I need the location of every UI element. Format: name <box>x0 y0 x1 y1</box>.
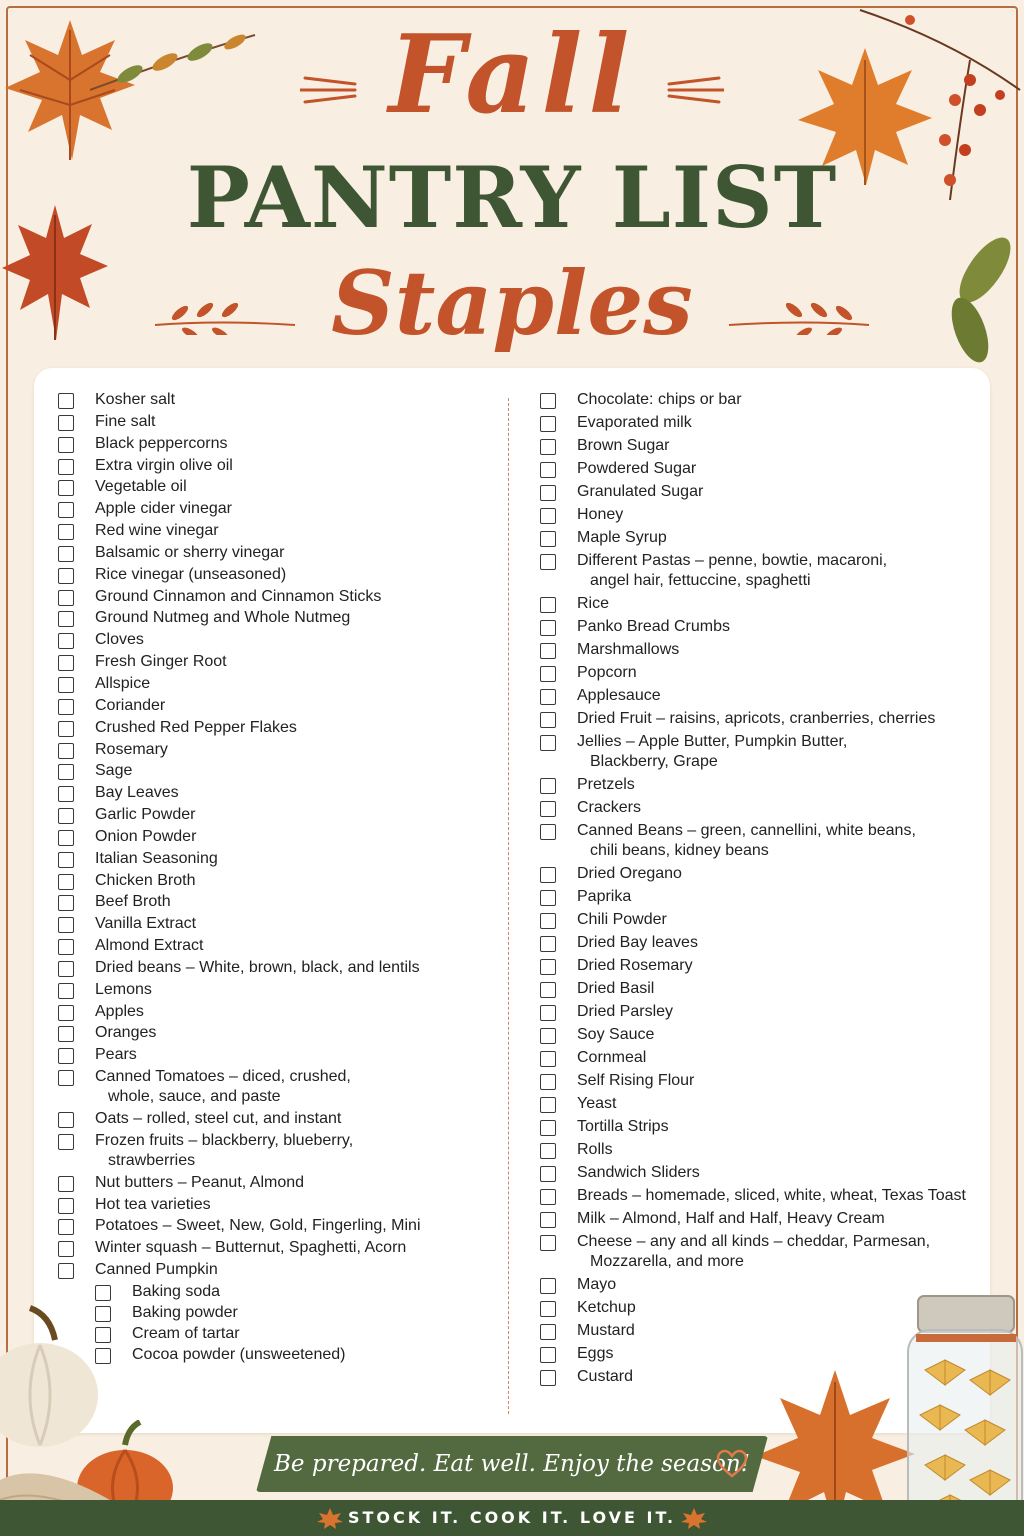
checkbox-icon[interactable] <box>58 1026 74 1042</box>
checklist-item-label: Breads – homemade, sliced, white, wheat, Texas Toast <box>577 1187 966 1204</box>
checkbox-icon[interactable] <box>540 531 556 547</box>
checklist-item[interactable] <box>540 1071 980 1091</box>
checklist-item-label: Baking soda <box>132 1282 221 1300</box>
checklist-item-label-continued: chili beans, kidney beans <box>590 842 769 859</box>
checklist-item-label: Chocolate: chips or bar <box>577 391 742 408</box>
title-flourish-right <box>664 70 724 110</box>
checkbox-icon[interactable] <box>540 689 556 705</box>
checkbox-icon[interactable] <box>58 699 74 715</box>
checklist-item[interactable] <box>58 761 498 781</box>
checkbox-icon[interactable] <box>540 936 556 952</box>
checklist-item[interactable] <box>58 1216 498 1236</box>
checklist-item-label: Apples <box>95 1002 144 1020</box>
checklist-item-label: Fresh Ginger Root <box>95 653 227 671</box>
checkbox-icon[interactable] <box>58 524 74 540</box>
checklist-item[interactable] <box>95 1324 498 1344</box>
checkbox-icon[interactable] <box>58 874 74 890</box>
checkbox-icon[interactable] <box>58 917 74 933</box>
checklist-item[interactable] <box>58 740 498 760</box>
checklist-item-label-continued: Mozzarella, and more <box>590 1253 744 1270</box>
checklist-item-label: Dried Parsley <box>577 1003 674 1020</box>
checkbox-icon[interactable] <box>58 743 74 759</box>
checklist-item-label: Frozen fruits – blackberry, blueberry, <box>95 1131 354 1149</box>
checklist-item[interactable] <box>540 663 980 683</box>
checklist-item[interactable] <box>58 499 498 519</box>
checklist-item[interactable] <box>540 798 980 818</box>
checklist-item-label: Coriander <box>95 696 166 714</box>
checkbox-icon[interactable] <box>58 1005 74 1021</box>
checkbox-icon[interactable] <box>540 1278 556 1294</box>
checkbox-icon[interactable] <box>540 982 556 998</box>
checklist-item-label: Almond Extract <box>95 937 204 955</box>
checkbox-icon[interactable] <box>58 502 74 518</box>
checkbox-icon[interactable] <box>58 415 74 431</box>
checklist-item-label: Garlic Powder <box>95 806 196 824</box>
checklist-item-label: Mayo <box>577 1276 617 1293</box>
checklist-item[interactable] <box>58 936 498 956</box>
heart-icon <box>716 1449 748 1479</box>
checkbox-icon[interactable] <box>58 1219 74 1235</box>
checkbox-icon[interactable] <box>58 895 74 911</box>
checkbox-icon[interactable] <box>58 568 74 584</box>
pasta-jar-icon <box>900 1290 1024 1530</box>
checklist-item-label: Pears <box>95 1046 137 1064</box>
checklist-item-label: Onion Powder <box>95 827 197 845</box>
checklist-item-label: Custard <box>577 1368 634 1385</box>
checklist-item[interactable] <box>58 543 498 563</box>
checklist-item[interactable] <box>58 1045 498 1065</box>
checkbox-icon[interactable] <box>540 1005 556 1021</box>
checklist-item[interactable] <box>540 640 980 660</box>
checkbox-icon[interactable] <box>540 1166 556 1182</box>
right-column <box>540 390 980 1390</box>
checklist-item[interactable] <box>540 390 980 410</box>
checkbox-icon[interactable] <box>540 416 556 432</box>
checklist-item-label: Chili Powder <box>577 911 667 928</box>
checklist-item[interactable] <box>58 608 498 628</box>
checklist-item-label: Italian Seasoning <box>95 849 218 867</box>
checkbox-icon[interactable] <box>58 459 74 475</box>
checkbox-icon[interactable] <box>58 1070 74 1086</box>
checkbox-icon[interactable] <box>540 462 556 478</box>
checklist-item[interactable] <box>540 1186 980 1206</box>
checklist-item-label: Applesauce <box>577 687 661 704</box>
checkbox-icon[interactable] <box>58 808 74 824</box>
checkbox-icon[interactable] <box>540 643 556 659</box>
checklist-item-label: Baking powder <box>132 1304 238 1322</box>
checklist-item-label: Sandwich Sliders <box>577 1164 700 1181</box>
checklist-item[interactable] <box>540 887 980 907</box>
checklist-item-label: Tortilla Strips <box>577 1118 669 1135</box>
checklist-item[interactable] <box>540 821 980 861</box>
checklist-item-label: Rosemary <box>95 740 168 758</box>
checkbox-icon[interactable] <box>58 721 74 737</box>
checkbox-icon[interactable] <box>58 590 74 606</box>
checklist-item[interactable] <box>58 1002 498 1022</box>
checklist-item[interactable] <box>58 1260 498 1280</box>
checkbox-icon[interactable] <box>58 764 74 780</box>
checklist-item[interactable] <box>540 436 980 456</box>
checklist-item[interactable] <box>58 390 498 410</box>
checklist-item[interactable] <box>540 775 980 795</box>
checkbox-icon[interactable] <box>58 655 74 671</box>
checklist-item-label: Dried Rosemary <box>577 957 693 974</box>
checklist-item-label: Black peppercorns <box>95 434 228 452</box>
checkbox-icon[interactable] <box>58 983 74 999</box>
checklist-item[interactable] <box>540 864 980 884</box>
checkbox-icon[interactable] <box>540 1097 556 1113</box>
checklist-item[interactable] <box>58 630 498 650</box>
checklist-item[interactable] <box>540 686 980 706</box>
checklist-item-label: Cream of tartar <box>132 1325 240 1343</box>
checkbox-icon[interactable] <box>540 1235 556 1251</box>
checklist-item[interactable] <box>58 805 498 825</box>
checklist-item-label: Extra virgin olive oil <box>95 456 233 474</box>
checklist-item[interactable] <box>58 456 498 476</box>
checklist-item-label: Canned Pumpkin <box>95 1261 218 1279</box>
checklist-item[interactable] <box>58 1195 498 1215</box>
checklist-item[interactable] <box>540 551 980 591</box>
checklist-item[interactable] <box>58 1131 498 1171</box>
checklist-item-label: Crackers <box>577 799 642 816</box>
checkbox-icon[interactable] <box>540 1120 556 1136</box>
checkbox-icon[interactable] <box>540 1028 556 1044</box>
checkbox-icon[interactable] <box>540 554 556 570</box>
checklist-item[interactable] <box>58 587 498 607</box>
checklist-item-label: Dried Fruit – raisins, apricots, cranberries, cherries <box>577 710 936 727</box>
checklist-item[interactable] <box>540 1002 980 1022</box>
checklist-item[interactable] <box>540 1209 980 1229</box>
checklist-item-label: Ketchup <box>577 1299 636 1316</box>
checklist-item-label: Rolls <box>577 1141 613 1158</box>
checklist-item[interactable] <box>58 521 498 541</box>
checklist-item[interactable] <box>540 732 980 772</box>
checklist-item-label: Beef Broth <box>95 893 171 911</box>
checklist-item[interactable] <box>58 827 498 847</box>
checklist-item[interactable] <box>58 565 498 585</box>
checklist-item[interactable] <box>58 783 498 803</box>
checklist-item-label: Evaporated milk <box>577 414 692 431</box>
column-divider <box>508 398 509 1414</box>
checklist-item[interactable] <box>58 1023 498 1043</box>
checkbox-icon[interactable] <box>540 393 556 409</box>
checklist-item-label-continued: strawberries <box>108 1151 196 1169</box>
checklist-item[interactable] <box>58 652 498 672</box>
checklist-item-label: Ground Nutmeg and Whole Nutmeg <box>95 609 351 627</box>
checklist-item-label: Brown Sugar <box>577 437 670 454</box>
checkbox-icon[interactable] <box>540 824 556 840</box>
checklist-item[interactable] <box>540 933 980 953</box>
checklist-item-label: Hot tea varieties <box>95 1195 211 1213</box>
checklist-item-label: Honey <box>577 506 624 523</box>
checkbox-icon[interactable] <box>58 1048 74 1064</box>
checklist-item-label: Pretzels <box>577 776 635 793</box>
checklist-item-label: Oats – rolled, steel cut, and instant <box>95 1110 342 1127</box>
checklist-item[interactable] <box>58 1067 498 1107</box>
checklist-item-label: Marshmallows <box>577 641 680 658</box>
checklist-item[interactable] <box>540 1094 980 1114</box>
checklist-item-label: Yeast <box>577 1095 617 1112</box>
checkbox-icon[interactable] <box>58 633 74 649</box>
checkbox-icon[interactable] <box>540 620 556 636</box>
checkbox-icon[interactable] <box>58 1263 74 1279</box>
checkbox-icon[interactable] <box>540 890 556 906</box>
checkbox-icon[interactable] <box>58 961 74 977</box>
checklist-item-label: Paprika <box>577 888 632 905</box>
checklist-item-label: Dried Basil <box>577 980 655 997</box>
checklist-item[interactable] <box>58 412 498 432</box>
checklist-item-label: Cloves <box>95 631 144 649</box>
checklist-item-label: Rice vinegar (unseasoned) <box>95 565 287 583</box>
checkbox-icon[interactable] <box>58 1112 74 1128</box>
title-fall: Fall <box>388 12 636 138</box>
checkbox-icon[interactable] <box>58 546 74 562</box>
checklist-item-label: Jellies – Apple Butter, Pumpkin Butter, <box>577 733 848 750</box>
checklist-item[interactable] <box>540 505 980 525</box>
checkbox-icon[interactable] <box>58 393 74 409</box>
checklist-item[interactable] <box>58 958 498 978</box>
checklist-item[interactable] <box>540 1163 980 1183</box>
checklist-item[interactable] <box>58 674 498 694</box>
checklist-item-label: Self Rising Flour <box>577 1072 695 1089</box>
checklist-item-label: Ground Cinnamon and Cinnamon Sticks <box>95 587 382 605</box>
checklist-item-label: Cornmeal <box>577 1049 647 1066</box>
checklist-item[interactable] <box>95 1345 498 1365</box>
checklist-item[interactable] <box>540 459 980 479</box>
checklist-item[interactable] <box>540 709 980 729</box>
checklist-item-label: Nut butters – Peanut, Almond <box>95 1173 305 1191</box>
checkbox-icon[interactable] <box>540 1212 556 1228</box>
tagline: STOCK IT. COOK IT. LOVE IT. <box>347 1508 677 1527</box>
checkbox-icon[interactable] <box>58 939 74 955</box>
checklist-item-label: Powdered Sugar <box>577 460 697 477</box>
left-column <box>58 390 498 1367</box>
checklist-item-label: Granulated Sugar <box>577 483 704 500</box>
checklist-item-label: Canned Tomatoes – diced, crushed, <box>95 1068 351 1086</box>
checklist-item-label: Sage <box>95 762 133 780</box>
checklist-item-label: Balsamic or sherry vinegar <box>95 543 285 561</box>
checkbox-icon[interactable] <box>58 830 74 846</box>
checklist-item-label-continued: Blackberry, Grape <box>590 753 718 770</box>
checkbox-icon[interactable] <box>58 852 74 868</box>
checklist-item-label: Canned Beans – green, cannellini, white beans, <box>577 822 916 839</box>
checkbox-icon[interactable] <box>540 959 556 975</box>
checklist-item-label: Eggs <box>577 1345 614 1362</box>
checkbox-icon[interactable] <box>540 1347 556 1363</box>
title-pantry-list: PANTRY LIST <box>186 148 838 247</box>
checklist-item-label: Bay Leaves <box>95 784 179 802</box>
checkbox-icon[interactable] <box>540 1051 556 1067</box>
checklist-item-label: Milk – Almond, Half and Half, Heavy Cream <box>577 1210 885 1227</box>
checklist-item[interactable] <box>540 956 980 976</box>
checkbox-icon[interactable] <box>540 1143 556 1159</box>
checklist-item[interactable] <box>540 482 980 502</box>
checklist-item-label: Dried Oregano <box>577 865 682 882</box>
checkbox-icon[interactable] <box>540 712 556 728</box>
checkbox-icon[interactable] <box>58 1241 74 1257</box>
checkbox-icon[interactable] <box>95 1285 111 1301</box>
checklist-item-label: Potatoes – Sweet, New, Gold, Fingerling, Mini <box>95 1217 421 1235</box>
checkbox-icon[interactable] <box>58 611 74 627</box>
checklist-item[interactable] <box>58 914 498 934</box>
checkbox-icon[interactable] <box>540 666 556 682</box>
checkbox-icon[interactable] <box>540 1370 556 1386</box>
checkbox-icon[interactable] <box>540 1189 556 1205</box>
checklist-item[interactable] <box>58 696 498 716</box>
checklist-item-label: Vanilla Extract <box>95 915 197 933</box>
checklist-item[interactable] <box>540 979 980 999</box>
checklist-item-label: Dried beans – White, brown, black, and lentils <box>95 958 420 976</box>
checkbox-icon[interactable] <box>540 439 556 455</box>
checkbox-icon[interactable] <box>58 1134 74 1150</box>
checklist-item-label: Cheese – any and all kinds – cheddar, Parmesan, <box>577 1233 931 1250</box>
checklist-item[interactable] <box>58 1173 498 1193</box>
checklist-item[interactable] <box>540 910 980 930</box>
sprig-right-icon <box>724 285 874 335</box>
checklist-item-label: Soy Sauce <box>577 1026 655 1043</box>
checkbox-icon[interactable] <box>540 867 556 883</box>
checklist-item[interactable] <box>58 1238 498 1258</box>
checklist-item[interactable] <box>540 1140 980 1160</box>
checklist-item[interactable] <box>58 892 498 912</box>
checkbox-icon[interactable] <box>58 786 74 802</box>
checklist-item-label-continued: angel hair, fettuccine, spaghetti <box>590 572 811 589</box>
checklist-item-label: Allspice <box>95 674 151 692</box>
checklist-item[interactable] <box>58 1109 498 1129</box>
checklist-item-label: Red wine vinegar <box>95 522 219 540</box>
checklist-item[interactable] <box>540 617 980 637</box>
checklist-item[interactable] <box>58 980 498 1000</box>
checklist-item-label: Panko Bread Crumbs <box>577 618 730 635</box>
checklist-item-label: Lemons <box>95 980 152 998</box>
checklist-item[interactable] <box>540 594 980 614</box>
checkbox-icon[interactable] <box>58 480 74 496</box>
checkbox-icon[interactable] <box>58 677 74 693</box>
checklist-item[interactable] <box>58 477 498 497</box>
checklist-item-label: Crushed Red Pepper Flakes <box>95 718 297 736</box>
checkbox-icon[interactable] <box>58 1198 74 1214</box>
checklist-item[interactable] <box>540 1117 980 1137</box>
checklist-item-label: Maple Syrup <box>577 529 667 546</box>
checklist-item[interactable] <box>95 1303 498 1323</box>
checklist-item-label: Oranges <box>95 1024 157 1042</box>
checkbox-icon[interactable] <box>540 913 556 929</box>
checkbox-icon[interactable] <box>540 597 556 613</box>
checklist-item[interactable] <box>540 1025 980 1045</box>
checkbox-icon[interactable] <box>540 508 556 524</box>
checklist-item[interactable] <box>540 528 980 548</box>
checklist-item[interactable] <box>540 413 980 433</box>
checkbox-icon[interactable] <box>540 801 556 817</box>
checklist-item[interactable] <box>58 718 498 738</box>
checklist-item-label: Different Pastas – penne, bowtie, macaroni, <box>577 552 888 569</box>
checkbox-icon[interactable] <box>58 1176 74 1192</box>
checklist-item[interactable] <box>540 1232 980 1272</box>
checklist-item-label: Cocoa powder (unsweetened) <box>132 1346 346 1364</box>
checklist-item-label-continued: whole, sauce, and paste <box>108 1088 281 1106</box>
checkbox-icon[interactable] <box>540 1301 556 1317</box>
checkbox-icon[interactable] <box>540 1324 556 1340</box>
checklist-item[interactable] <box>540 1048 980 1068</box>
banner-text: Be prepared. Eat well. Enjoy the season! <box>274 1451 750 1477</box>
title-flourish-left <box>300 70 360 110</box>
title-staples: Staples <box>331 251 693 355</box>
checklist-item[interactable] <box>95 1282 498 1302</box>
checklist-item-label: Apple cider vinegar <box>95 500 232 518</box>
checklist-item[interactable] <box>58 871 498 891</box>
checklist-item[interactable] <box>58 849 498 869</box>
checklist-item-label: Kosher salt <box>95 391 176 408</box>
leaf-small-icon <box>680 1506 708 1530</box>
checklist-item[interactable] <box>58 434 498 454</box>
checklist-item-label: Rice <box>577 595 610 612</box>
checklist-item-label: Dried Bay leaves <box>577 934 698 951</box>
checkbox-icon[interactable] <box>540 778 556 794</box>
checklist-item-label: Fine salt <box>95 412 156 430</box>
checkbox-icon[interactable] <box>540 485 556 501</box>
checkbox-icon[interactable] <box>540 735 556 751</box>
checkbox-icon[interactable] <box>58 437 74 453</box>
checklist-item-label: Mustard <box>577 1322 635 1339</box>
checkbox-icon[interactable] <box>540 1074 556 1090</box>
checklist-item-label: Vegetable oil <box>95 478 187 496</box>
checklist-item-label: Winter squash – Butternut, Spaghetti, Acorn <box>95 1239 407 1257</box>
checklist-item-label: Chicken Broth <box>95 871 196 889</box>
checklist-item-label: Popcorn <box>577 664 637 681</box>
